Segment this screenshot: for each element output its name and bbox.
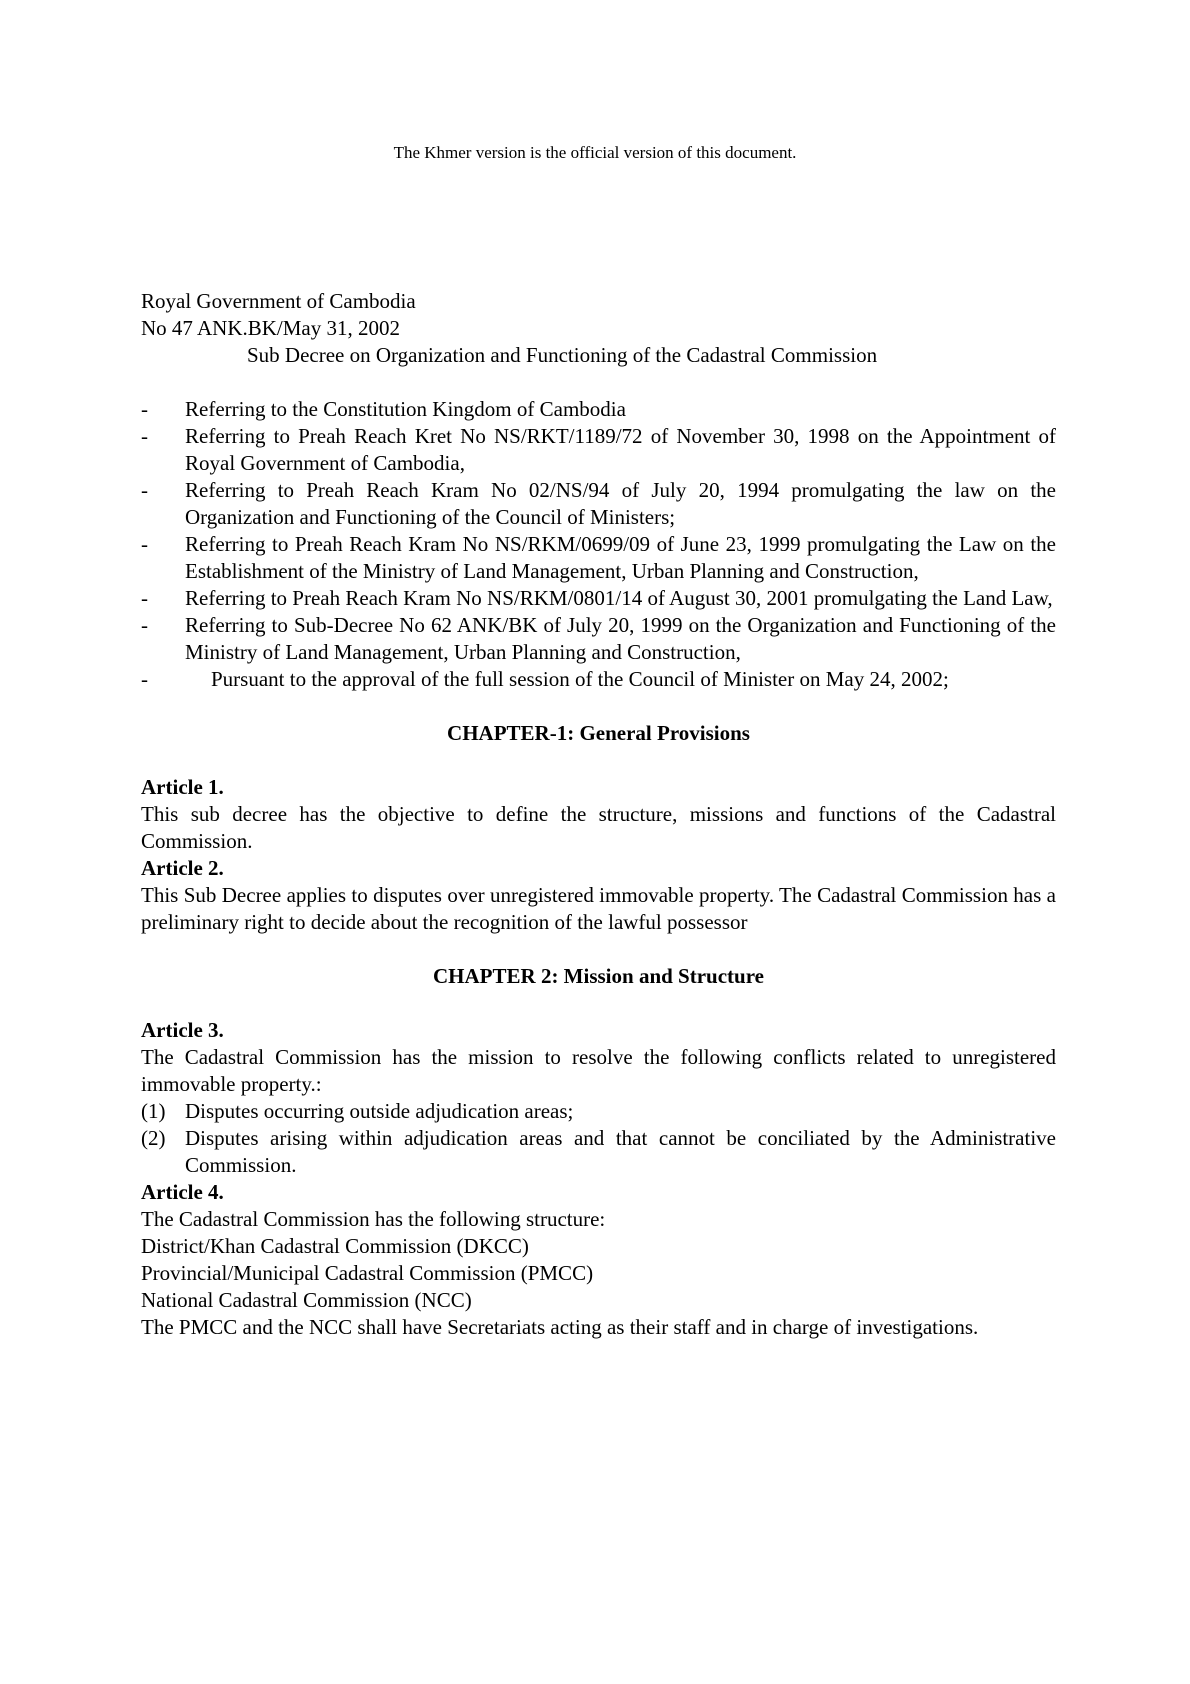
article-2-text: This Sub Decree applies to disputes over unregistered immovable property. The Cadastral Commission has a preliminary right to decide about the recognition of the lawful possessor xyxy=(141,883,1056,934)
issuer-line: Royal Government of Cambodia xyxy=(141,289,416,313)
preamble-item: - Referring to Sub-Decree No 62 ANK/BK of July 20, 1999 on the Organization and Functioning of the Ministry of Land Management, Urban Planning and Construction, xyxy=(141,613,1056,664)
list-item: (2) Disputes arising within adjudication areas and that cannot be conciliated by the Administrative Commission. xyxy=(141,1126,1056,1177)
preamble-item: - Referring to Preah Reach Kret No NS/RKT/1189/72 of November 30, 1998 on the Appointment of Royal Government of Cambodia, xyxy=(141,424,1056,475)
chapter-2-title: CHAPTER 2: Mission and Structure xyxy=(433,964,764,988)
spacer xyxy=(141,936,1056,963)
preamble-item: - Referring to Preah Reach Kram No NS/RKM/0801/14 of August 30, 2001 promulgating the Land Law, xyxy=(141,586,1053,610)
article-3-heading: Article 3. xyxy=(141,1018,224,1042)
article-1-heading: Article 1. xyxy=(141,775,224,799)
preamble-item: - Referring to Preah Reach Kram No NS/RKM/0699/09 of June 23, 1999 promulgating the Law on the Establishment of the Ministry of Land Management, Urban Planning and Construction, xyxy=(141,532,1056,583)
preamble-item: - Referring to the Constitution Kingdom of Cambodia xyxy=(141,397,626,421)
document-body xyxy=(141,288,1056,1341)
chapter-1-title: CHAPTER-1: General Provisions xyxy=(447,721,750,745)
spacer xyxy=(141,990,1056,1017)
spacer xyxy=(141,369,1056,396)
decree-number: No 47 ANK.BK/May 31, 2002 xyxy=(141,316,401,340)
list-item: (1) Disputes occurring outside adjudication areas; xyxy=(141,1099,574,1123)
article-1-text: This sub decree has the objective to define the structure, missions and functions of the Cadastral Commission. xyxy=(141,802,1056,853)
list-dash: - xyxy=(141,424,148,448)
list-dash: - xyxy=(141,613,148,637)
item-number: (1) xyxy=(141,1099,166,1123)
structure-dkcc: District/Khan Cadastral Commission (DKCC) xyxy=(141,1234,529,1258)
list-dash: - xyxy=(141,478,148,502)
list-dash: - xyxy=(141,667,148,691)
structure-pmcc: Provincial/Municipal Cadastral Commission (PMCC) xyxy=(141,1261,594,1285)
list-dash: - xyxy=(141,397,148,421)
spacer xyxy=(141,693,1056,720)
article-3-text: The Cadastral Commission has the mission to resolve the following conflicts related to unregistered immovable property.: xyxy=(141,1045,1056,1096)
item-number: (2) xyxy=(141,1126,166,1150)
spacer xyxy=(141,747,1056,774)
article-3-list xyxy=(141,1098,1056,1179)
preamble-item: - Referring to Preah Reach Kram No 02/NS/94 of July 20, 1994 promulgating the law on the Organization and Functioning of the Council of Ministers; xyxy=(141,478,1056,529)
article-4-heading: Article 4. xyxy=(141,1180,224,1204)
preamble-list xyxy=(141,396,1056,693)
list-dash: - xyxy=(141,532,148,556)
list-dash: - xyxy=(141,586,148,610)
document-title: Sub Decree on Organization and Functioning of the Cadastral Commission xyxy=(247,343,878,367)
structure-ncc: National Cadastral Commission (NCC) xyxy=(141,1288,472,1312)
preamble-item: - Pursuant to the approval of the full session of the Council of Minister on May 24, 2002; xyxy=(141,667,949,691)
article-4-intro: The Cadastral Commission has the following structure: xyxy=(141,1207,606,1231)
article-4-closing: The PMCC and the NCC shall have Secretariats acting as their staff and in charge of investigations. xyxy=(141,1315,979,1339)
official-version-notice: The Khmer version is the official version of this document. xyxy=(393,143,797,162)
article-2-heading: Article 2. xyxy=(141,856,224,880)
